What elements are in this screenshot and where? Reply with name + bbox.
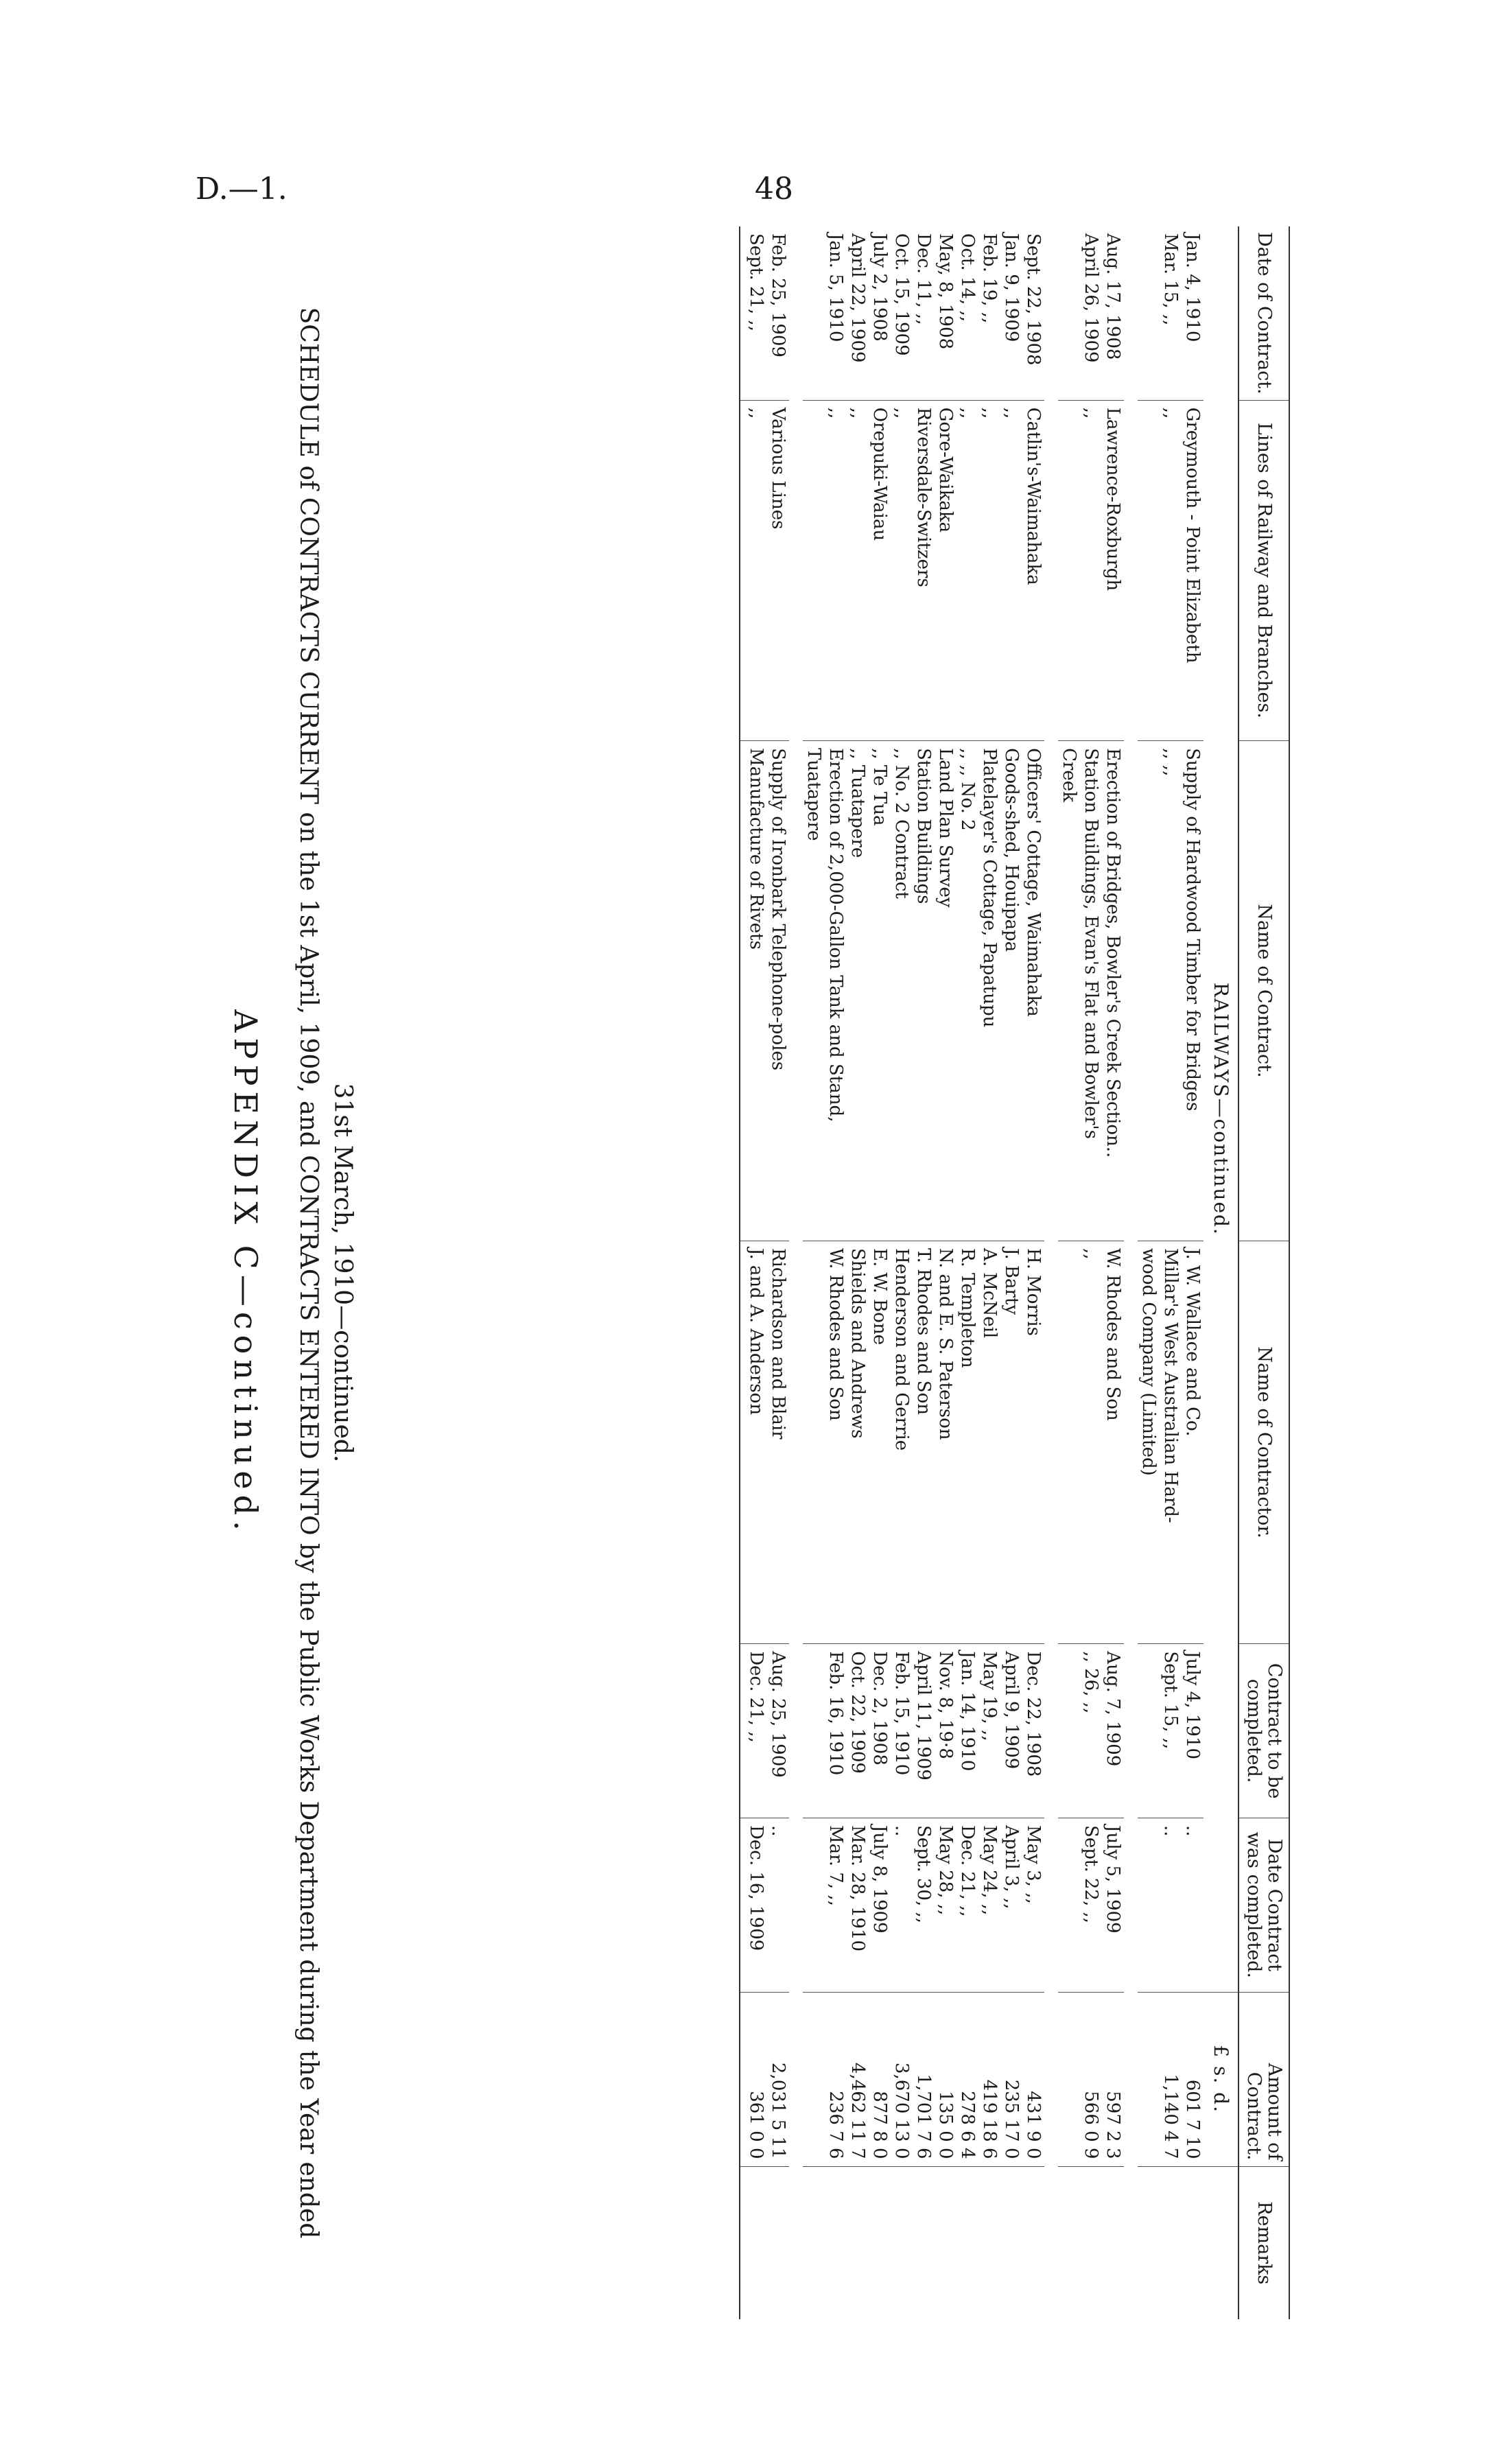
line-cell: Gore-Waikaka xyxy=(935,400,956,740)
remarks-cell xyxy=(767,2166,789,2319)
amount-cell: 361 0 0 xyxy=(740,1992,767,2166)
row-spacer xyxy=(1124,226,1138,2319)
amount-cell: 3,670 13 0 xyxy=(891,1992,913,2166)
table-row xyxy=(767,226,789,2319)
amount-cell: 236 7 6 xyxy=(825,1992,847,2166)
completed-cell: Dec. 21, ,, xyxy=(956,1818,978,1993)
line-cell: ,, xyxy=(740,400,767,740)
table-header-row xyxy=(1238,226,1289,2319)
section-label: RAILWAYS—continued. xyxy=(1210,982,1232,1236)
contract-name-cell: Officers' Cottage, Waimahaka xyxy=(1022,741,1044,1241)
to-be-completed-cell: Nov. 8, 19·8 xyxy=(935,1644,956,1818)
date-cell: Oct. 14, ,, xyxy=(957,233,978,322)
to-be-completed-cell: Sept. 15, ,, xyxy=(1160,1644,1182,1818)
contractor-cell: J. W. Wallace and Co. xyxy=(1182,1241,1204,1643)
table-row xyxy=(1160,226,1182,2319)
amount-cell: 566 0 9 xyxy=(1080,1992,1102,2166)
to-be-completed-cell: Dec. 2, 1908 xyxy=(869,1644,891,1818)
completed-cell: Sept. 30, ,, xyxy=(913,1818,935,1993)
col-to-be-completed: Contract to be completed. xyxy=(1238,1644,1289,1818)
contractor-cell xyxy=(803,1241,825,1643)
contractor-cell: A. McNeil xyxy=(978,1241,1000,1643)
amount-cell: 278 6 4 xyxy=(956,1992,978,2166)
contractor-cell: H. Morris xyxy=(1022,1241,1044,1643)
date-cell: April 22, 1909 xyxy=(847,233,868,363)
contractor-cell: E. W. Bone xyxy=(869,1241,891,1643)
remarks-cell xyxy=(847,2166,869,2319)
remarks-cell xyxy=(825,2166,847,2319)
row-spacer xyxy=(1044,226,1058,2319)
completed-cell: .. xyxy=(1160,1818,1182,1993)
contracts-table xyxy=(739,226,1290,2319)
remarks-cell xyxy=(1160,2166,1182,2319)
table-row xyxy=(956,226,978,2319)
completed-cell: May 24, ,, xyxy=(978,1818,1000,1993)
date-cell: Sept. 22, 1908 xyxy=(1023,233,1044,366)
table-row xyxy=(913,226,935,2319)
date-cell: Aug. 17, 1908 xyxy=(1103,233,1123,360)
contractor-cell: J. Barty xyxy=(1000,1241,1022,1643)
table-row xyxy=(1080,226,1102,2319)
line-cell: ,, xyxy=(1080,400,1102,740)
section-row xyxy=(1204,226,1238,2319)
table-row xyxy=(978,226,1000,2319)
to-be-completed-cell: May 19, ,, xyxy=(978,1644,1000,1818)
contractor-cell: Millar's West Australian Hard- xyxy=(1160,1241,1182,1643)
line-cell: Riversdale-Switzers xyxy=(913,400,935,740)
contractor-cell: Shields and Andrews xyxy=(847,1241,869,1643)
amount-cell: 1,701 7 6 xyxy=(913,1992,935,2166)
completed-cell: Dec. 16, 1909 xyxy=(740,1818,767,1993)
remarks-cell xyxy=(1022,2166,1044,2319)
to-be-completed-cell: Jan. 14, 1910 xyxy=(956,1644,978,1818)
amount-cell: 1,140 4 7 xyxy=(1160,1992,1182,2166)
completed-cell xyxy=(803,1818,825,1993)
to-be-completed-cell: Dec. 22, 1908 xyxy=(1022,1644,1044,1818)
remarks-cell xyxy=(1182,2166,1204,2319)
line-cell: ,, xyxy=(978,400,1000,740)
amount-cell: 235 17 0 xyxy=(1000,1992,1022,2166)
table-row xyxy=(803,226,825,2319)
line-cell: Catlin's-Waimahaka xyxy=(1022,400,1044,740)
contract-name-cell: Goods-shed, Houipapa xyxy=(1000,741,1022,1241)
to-be-completed-cell: Aug. 7, 1909 xyxy=(1102,1644,1124,1818)
remarks-cell xyxy=(1102,2166,1124,2319)
table-row xyxy=(869,226,891,2319)
date-cell xyxy=(1138,226,1160,400)
table-row xyxy=(935,226,956,2319)
line-cell: ,, xyxy=(1160,400,1182,740)
date-cell: Jan. 9, 1909 xyxy=(1001,233,1022,342)
contractor-cell: wood Company (Limited) xyxy=(1138,1241,1160,1643)
table-row xyxy=(1058,226,1080,2319)
contract-name-cell: ,, No. 2 Contract xyxy=(891,741,913,1241)
amount-cell xyxy=(803,1992,825,2166)
contractor-cell: Henderson and Gerrie xyxy=(891,1241,913,1643)
date-cell: Mar. 15, ,, xyxy=(1160,233,1181,326)
to-be-completed-cell: Feb. 15, 1910 xyxy=(891,1644,913,1818)
line-cell: ,, xyxy=(956,400,978,740)
contract-name-cell: Erection of Bridges, Bowler's Creek Section.. xyxy=(1102,741,1124,1241)
col-name: Name of Contract. xyxy=(1238,741,1289,1241)
date-cell: Dec. 11, ,, xyxy=(913,233,934,325)
contract-name-cell: Tuatapere xyxy=(803,741,825,1241)
line-cell: Orepuki-Waiau xyxy=(869,400,891,740)
contract-name-cell: Land Plan Survey xyxy=(935,741,956,1241)
appendix-heading: APPENDIX C—continued. xyxy=(227,1009,264,1536)
contract-name-cell: ,, ,, xyxy=(1160,741,1182,1241)
table-row xyxy=(1022,226,1044,2319)
contract-name-cell xyxy=(1138,741,1160,1241)
line-cell xyxy=(803,400,825,740)
col-contractor: Name of Contractor. xyxy=(1238,1241,1289,1643)
table-row xyxy=(740,226,767,2319)
col-date: Date of Contract. xyxy=(1238,226,1289,400)
to-be-completed-cell: Feb. 16, 1910 xyxy=(825,1644,847,1818)
completed-cell: Mar. 7, ,, xyxy=(825,1818,847,1993)
to-be-completed-cell: Oct. 22, 1909 xyxy=(847,1644,869,1818)
to-be-completed-cell: Aug. 25, 1909 xyxy=(767,1644,789,1818)
contractor-cell xyxy=(1058,1241,1080,1643)
completed-cell: .. xyxy=(767,1818,789,1993)
contractor-cell: R. Templeton xyxy=(956,1241,978,1643)
schedule-title: SCHEDULE of CONTRACTS CURRENT on the 1st April, 1909, and CONTRACTS ENTERED INTO by the Public Works Department during the Year ended xyxy=(294,307,322,2239)
amount-cell: 597 2 3 xyxy=(1102,1992,1124,2166)
date-cell: Feb. 19, ,, xyxy=(979,233,1000,324)
remarks-cell xyxy=(891,2166,913,2319)
amount-cell xyxy=(1058,1992,1080,2166)
date-cell xyxy=(803,226,825,400)
to-be-completed-cell: Dec. 21, ,, xyxy=(740,1644,767,1818)
contractor-cell: ,, xyxy=(1080,1241,1102,1643)
amount-cell: 601 7 10 xyxy=(1182,1992,1204,2166)
col-remarks: Remarks xyxy=(1238,2166,1289,2319)
amount-cell xyxy=(1138,1992,1160,2166)
completed-cell: Sept. 22, ,, xyxy=(1080,1818,1102,1993)
to-be-completed-cell: April 11, 1909 xyxy=(913,1644,935,1818)
table-row xyxy=(1138,226,1160,2319)
amount-cell: 4,462 11 7 xyxy=(847,1992,869,2166)
completed-cell: .. xyxy=(1182,1818,1204,1993)
table-row xyxy=(847,226,869,2319)
date-cell: April 26, 1909 xyxy=(1081,233,1101,363)
contract-name-cell: ,, Tuatapere xyxy=(847,741,869,1241)
remarks-cell xyxy=(978,2166,1000,2319)
to-be-completed-cell xyxy=(1138,1644,1160,1818)
completed-cell: May 28, ,, xyxy=(935,1818,956,1993)
to-be-completed-cell: July 4, 1910 xyxy=(1182,1644,1204,1818)
completed-cell xyxy=(1058,1818,1080,1993)
line-cell xyxy=(1138,400,1160,740)
currency-units: £ s. d. xyxy=(1204,1992,1238,2166)
remarks-cell xyxy=(1080,2166,1102,2319)
completed-cell xyxy=(1138,1818,1160,1993)
remarks-cell xyxy=(740,2166,767,2319)
completed-cell: April 3, ,, xyxy=(1000,1818,1022,1993)
table-row xyxy=(1182,226,1204,2319)
contractor-cell: J. and A. Anderson xyxy=(740,1241,767,1643)
contract-name-cell: Supply of Ironbark Telephone-poles xyxy=(767,741,789,1241)
date-cell: July 2, 1908 xyxy=(869,233,890,342)
to-be-completed-cell xyxy=(1058,1644,1080,1818)
table-row xyxy=(891,226,913,2319)
contract-name-cell: Supply of Hardwood Timber for Bridges xyxy=(1182,741,1204,1241)
line-cell xyxy=(1058,400,1080,740)
completed-cell: July 5, 1909 xyxy=(1102,1818,1124,1993)
to-be-completed-cell: April 9, 1909 xyxy=(1000,1644,1022,1818)
amount-cell: 419 18 6 xyxy=(978,1992,1000,2166)
to-be-completed-cell: ,, 26, ,, xyxy=(1080,1644,1102,1818)
date-cell: Oct. 15, 1909 xyxy=(891,233,912,356)
contract-name-cell: ,, Te Tua xyxy=(869,741,891,1241)
contract-name-cell: Station Buildings, Evan's Flat and Bowler's xyxy=(1080,741,1102,1241)
col-amount: Amount of Contract. xyxy=(1238,1992,1289,2166)
date-cell: Jan. 5, 1910 xyxy=(825,233,846,342)
contractor-cell: W. Rhodes and Son xyxy=(1102,1241,1124,1643)
line-cell: ,, xyxy=(1000,400,1022,740)
date-cell: Jan. 4, 1910 xyxy=(1182,233,1203,342)
amount-cell: 877 8 0 xyxy=(869,1992,891,2166)
contract-name-cell: Platelayer's Cottage, Papatupu xyxy=(978,741,1000,1241)
contract-name-cell: Manufacture of Rivets xyxy=(740,741,767,1241)
date-cell xyxy=(1058,226,1080,400)
page-reference: D.—1. xyxy=(196,172,287,207)
remarks-cell xyxy=(869,2166,891,2319)
to-be-completed-cell xyxy=(803,1644,825,1818)
remarks-cell xyxy=(935,2166,956,2319)
contract-name-cell: Creek xyxy=(1058,741,1080,1241)
remarks-cell xyxy=(1000,2166,1022,2319)
line-cell: Various Lines xyxy=(767,400,789,740)
date-cell: Feb. 25, 1909 xyxy=(768,233,788,357)
schedule-title-continued: 31st March, 1910—continued. xyxy=(329,1083,357,1463)
remarks-cell xyxy=(1058,2166,1080,2319)
remarks-cell xyxy=(956,2166,978,2319)
completed-cell: May 3, ,, xyxy=(1022,1818,1044,1993)
remarks-cell xyxy=(803,2166,825,2319)
contractor-cell: N. and E. S. Paterson xyxy=(935,1241,956,1643)
table-row xyxy=(1102,226,1124,2319)
date-cell: Sept. 21, ,, xyxy=(740,226,767,400)
row-spacer xyxy=(789,226,803,2319)
page-number: 48 xyxy=(755,172,793,207)
remarks-cell xyxy=(1138,2166,1160,2319)
amount-cell: 2,031 5 11 xyxy=(767,1992,789,2166)
completed-cell: July 8, 1909 xyxy=(869,1818,891,1993)
contract-name-cell: Erection of 2,000-Gallon Tank and Stand, xyxy=(825,741,847,1241)
contractor-cell: W. Rhodes and Son xyxy=(825,1241,847,1643)
remarks-cell xyxy=(913,2166,935,2319)
date-cell: May, 8, 1908 xyxy=(935,233,956,350)
col-line: Lines of Railway and Branches. xyxy=(1238,400,1289,740)
amount-cell: 135 0 0 xyxy=(935,1992,956,2166)
line-cell: ,, xyxy=(825,400,847,740)
contractor-cell: T. Rhodes and Son xyxy=(913,1241,935,1643)
line-cell: Lawrence-Roxburgh xyxy=(1102,400,1124,740)
line-cell: Greymouth - Point Elizabeth xyxy=(1182,400,1204,740)
table-row xyxy=(825,226,847,2319)
table-row xyxy=(1000,226,1022,2319)
line-cell: ,, xyxy=(847,400,869,740)
completed-cell: .. xyxy=(891,1818,913,1993)
contractor-cell: Richardson and Blair xyxy=(767,1241,789,1643)
amount-cell: 431 9 0 xyxy=(1022,1992,1044,2166)
completed-cell: Mar. 28, 1910 xyxy=(847,1818,869,1993)
line-cell: ,, xyxy=(891,400,913,740)
contract-name-cell: Station Buildings xyxy=(913,741,935,1241)
contract-name-cell: ,, ,, No. 2 xyxy=(956,741,978,1241)
rotated-schedule xyxy=(185,226,1317,2319)
col-completed: Date Contract was completed. xyxy=(1238,1818,1289,1993)
